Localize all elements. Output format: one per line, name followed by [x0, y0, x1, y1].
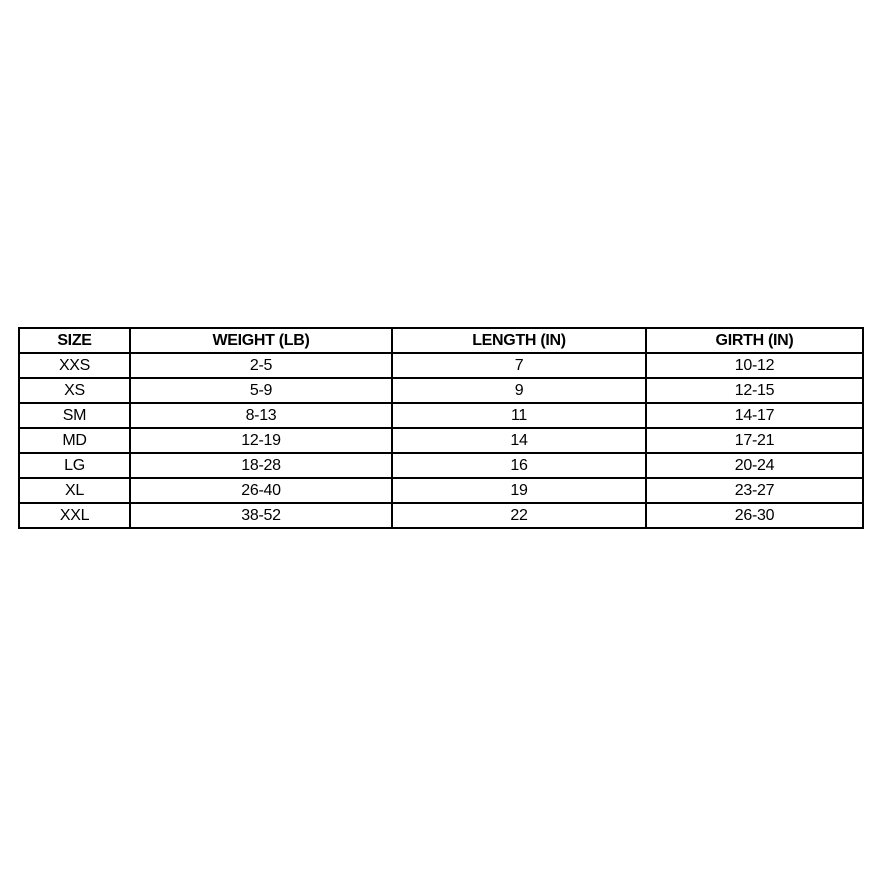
cell-girth: 17-21 [646, 428, 863, 453]
cell-weight: 26-40 [130, 478, 392, 503]
cell-size: XL [19, 478, 130, 503]
cell-weight: 18-28 [130, 453, 392, 478]
header-row [19, 328, 863, 353]
cell-weight: 8-13 [130, 403, 392, 428]
table-row [19, 478, 863, 503]
table-row [19, 353, 863, 378]
table-row [19, 428, 863, 453]
cell-weight: 12-19 [130, 428, 392, 453]
cell-girth: 26-30 [646, 503, 863, 528]
cell-size: XXL [19, 503, 130, 528]
cell-weight: 5-9 [130, 378, 392, 403]
table-row [19, 503, 863, 528]
cell-length: 22 [392, 503, 646, 528]
cell-length: 7 [392, 353, 646, 378]
cell-weight: 2-5 [130, 353, 392, 378]
header-girth: GIRTH (IN) [646, 328, 863, 353]
cell-girth: 23-27 [646, 478, 863, 503]
cell-length: 9 [392, 378, 646, 403]
table-row [19, 403, 863, 428]
cell-girth: 20-24 [646, 453, 863, 478]
cell-girth: 12-15 [646, 378, 863, 403]
cell-size: MD [19, 428, 130, 453]
header-weight: WEIGHT (LB) [130, 328, 392, 353]
table-row [19, 453, 863, 478]
cell-length: 11 [392, 403, 646, 428]
header-size: SIZE [19, 328, 130, 353]
cell-girth: 10-12 [646, 353, 863, 378]
cell-length: 14 [392, 428, 646, 453]
cell-size: LG [19, 453, 130, 478]
cell-length: 16 [392, 453, 646, 478]
cell-weight: 38-52 [130, 503, 392, 528]
cell-size: XS [19, 378, 130, 403]
cell-length: 19 [392, 478, 646, 503]
cell-girth: 14-17 [646, 403, 863, 428]
cell-size: XXS [19, 353, 130, 378]
table-row [19, 378, 863, 403]
size-chart-table [18, 327, 864, 529]
header-length: LENGTH (IN) [392, 328, 646, 353]
cell-size: SM [19, 403, 130, 428]
